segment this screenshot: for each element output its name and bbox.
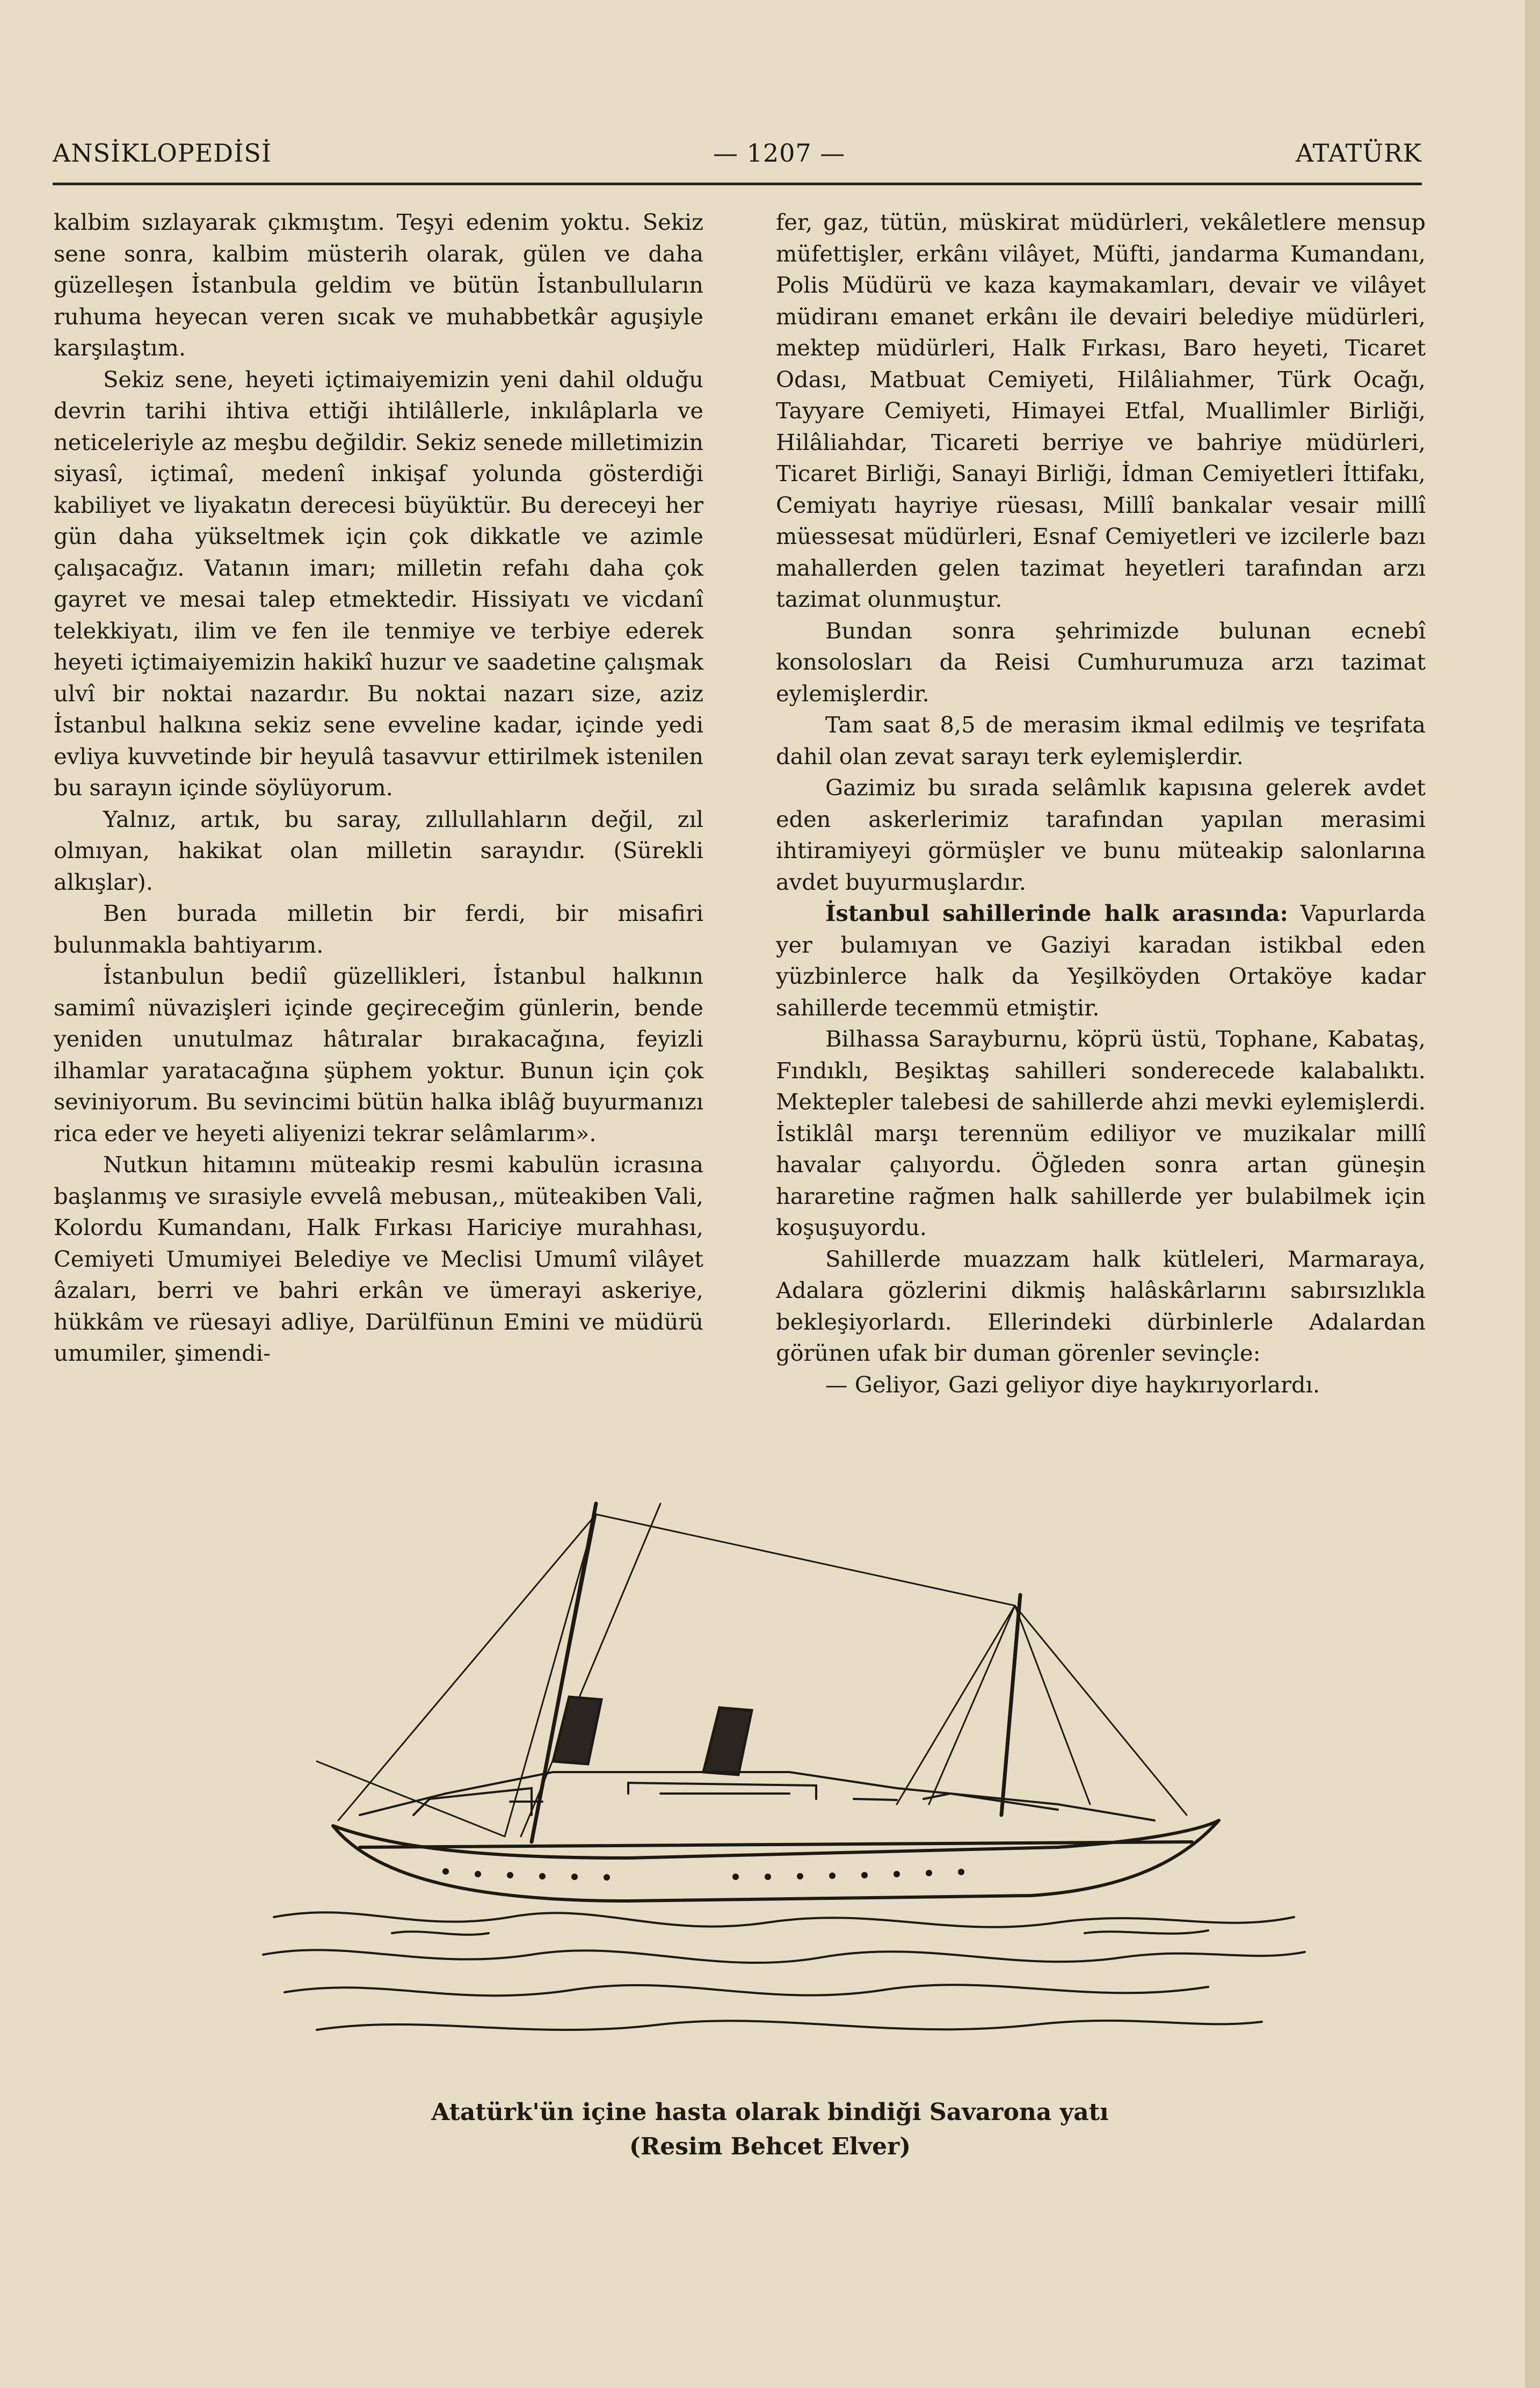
page-header — [53, 139, 1422, 171]
page-edge-shadow — [1525, 0, 1540, 2388]
paragraph: İstanbulun bediî güzellikleri, İstanbul halkının samimî nüvazişleri içinde geçireceğim günlerin, bende yeniden unutulmaz hâtıralar bırakacağına, feyizli ilhamlar yaratacağına şüphem yoktur. Bunun için çok seviniyorum. Bu sevincimi bütün halka iblâğ buyurmanızı rica eder ve heyeti aliyenizi tekrar selâmlarım». — [54, 963, 703, 1146]
paragraph: Sahillerde muazzam halk kütleleri, Marmaraya, Adalara gözlerini dikmiş halâskârlarını sabırsızlıkla bekleşiyorlardı. Ellerindeki dürbinlerle Adalardan görünen ufak bir duman görenler sevinçle: — [776, 1245, 1426, 1366]
yacht-drawing — [252, 1471, 1316, 2062]
paragraph: — Geliyor, Gazi geliyor diye haykırıyorlardı. — [825, 1371, 1320, 1398]
paragraph: Gazimiz bu sırada selâmlık kapısına gelerek avdet eden askerlerimiz tarafından yapılan merasimi ihtiramiyeyi görmüşler ve bunu müteakip salonlarına avdet buyurmuşlardır. — [776, 774, 1426, 895]
page-number: — 1207 — — [713, 139, 846, 168]
paragraph: Tam saat 8,5 de merasim ikmal edilmiş ve teşrifata dahil olan zevat sarayı terk eylemişlerdir. — [776, 712, 1426, 770]
paragraph: fer, gaz, tütün, müskirat müdürleri, vekâletlere mensup müfettişler, erkânı vilâyet, Müfti, jandarma Kumandanı, Polis Müdürü ve kaza kaymakamları, devair ve vilâyet müdiranı emanet erkânı ile devairi belediye müdürleri, mektep müdürleri, Halk Fırkası, Baro heyeti, Ticaret Odası, Matbuat Cemiyeti, Hilâliahmer, Türk Ocağı, Tayyare Cemiyeti, Himayei Etfal, Muallimler Birliği, Hilâliahdar, Ticareti berriye ve bahriye müdürleri, Ticaret Birliği, Sanayi Birliği, İdman Cemiyetleri İttifakı, Cemiyatı hayriye rüesası, Millî bankalar vesair millî müessesat müdürleri, Esnaf Cemiyetleri ve izcilerle bazı mahallerden gelen tazimat heyetleri tarafından arzı tazimat olunmuştur. — [776, 209, 1426, 612]
header-section: ATATÜRK — [1295, 139, 1422, 168]
right-column — [776, 207, 1426, 1400]
paragraph: Yalnız, artık, bu saray, zıllullahların değil, zıl olmıyan, hakikat olan milletin sarayıdır. (Sürekli alkışlar). — [54, 805, 703, 895]
figure-caption: Atatürk'ün içine hasta olarak bindiği Savarona yatı — [431, 2099, 1109, 2126]
paragraph: Nutkun hitamını müteakip resmi kabulün icrasına başlanmış ve sırasiyle evvelâ mebusan,, müteakiben Vali, Kolordu Kumandanı, Halk Fırkası Hariciye murahhası, Cemiyeti Umumiyei Belediye ve Meclisi Umumî vilâyet âzaları, berri ve bahri erkân ve ümerayi askeriye, hükkâm ve rüesayi adliye, Darülfünun Emini ve müdürü umumiler, şimendi- — [54, 1151, 703, 1366]
header-publication: ANSİKLOPEDİSİ — [53, 139, 272, 168]
paragraph: kalbim sızlayarak çıkmıştım. Teşyi edenim yoktu. Sekiz sene sonra, kalbim müsterih olarak, gülen ve daha güzelleşen İstanbula geldim ve bütün İstanbulluların ruhuma heyecan veren sıcak ve muhabbetkâr aguşiyle karşılaştım. — [54, 209, 703, 361]
inline-heading: İstanbul sahillerinde halk arasında: — [825, 900, 1288, 926]
paragraph: Bundan sonra şehrimizde bulunan ecnebî konsolosları da Reisi Cumhurumuza arzı tazimat eylemişlerdir. — [776, 617, 1426, 707]
paragraph: Bilhassa Sarayburnu, köprü üstü, Tophane, Kabataş, Fındıklı, Beşiktaş sahilleri sonderecede kalabalıktı. Mektepler talebesi de sahillerde ahzi mevki eylemişlerdi. İstiklâl marşı terennüm ediliyor ve muzikalar millî havalar çalıyordu. Öğleden sonra artan güneşin hararetine rağmen halk sahillerde yer bulabilmek için koşuşuyordu. — [776, 1026, 1426, 1240]
left-column — [54, 207, 703, 1369]
header-rule — [53, 183, 1422, 185]
paragraph-text: Vapurlarda yer bulamıyan ve Gaziyi karadan istikbal eden yüzbinlerce halk da Yeşilköyden Ortaköye kadar sahillerde tecemmü etmiştir. — [776, 900, 1426, 1021]
ship-illustration — [252, 1471, 1316, 2062]
paragraph: Ben burada milletin bir ferdi, bir misafiri bulunmakla bahtiyarım. — [54, 900, 703, 958]
paragraph-with-heading — [776, 898, 1426, 1024]
paragraph: Sekiz sene, heyeti içtimaiyemizin yeni dahil olduğu devrin tarihi ihtiva ettiği ihtilâllerle, inkılâplarla ve neticeleriyle az meşbu değildir. Sekiz senede milletimizin siyasî, içtimaî, medenî inkişaf yolunda gösterdiği kabiliyet ve liyakatın derecesi büyüktür. Bu dereceyi her gün daha yükseltmek için çok dikkatle ve azimle çalışacağız. Vatanın imarı; milletin refahı daha çok gayret ve mesai talep etmektedir. Hissiyatı ve vicdanî telekkiyatı, ilim ve fen ile tenmiye ve terbiye ederek heyeti içtimaiyemizin hakikî huzur ve saadetine çalışmak ulvî bir noktai nazardır. Bu noktai nazarı size, aziz İstanbul halkına sekiz sene evveline kadar, içinde yedi evliya kuvvetinde bir heyulâ tasavvur ettirilmek istenilen bu sarayın içinde söylüyorum. — [54, 366, 703, 801]
figure-credit: (Resim Behcet Elver) — [629, 2133, 911, 2160]
